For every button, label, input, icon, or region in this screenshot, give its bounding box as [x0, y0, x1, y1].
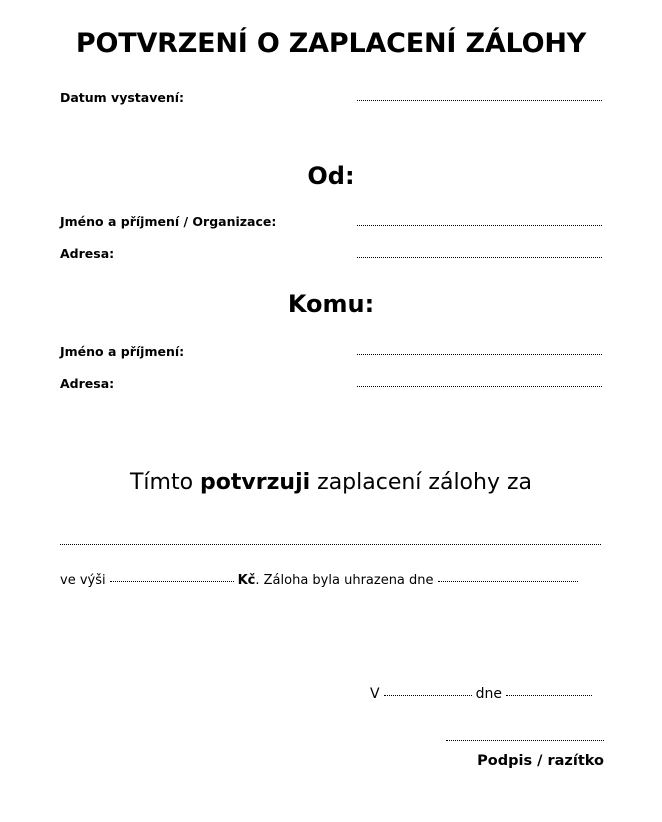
to-address-field[interactable] — [357, 386, 602, 387]
date-label: dne — [475, 686, 502, 702]
issue-date-field[interactable] — [357, 100, 602, 101]
from-address-label: Adresa: — [60, 246, 115, 261]
to-address-label: Adresa: — [60, 376, 115, 391]
currency-label: Kč — [237, 573, 256, 588]
signature-field[interactable] — [446, 740, 604, 741]
amount-prefix: ve výši — [60, 573, 106, 588]
place-date-row — [370, 686, 596, 702]
amount-field[interactable] — [110, 581, 234, 582]
from-name-field[interactable] — [357, 225, 602, 226]
place-label: V — [370, 686, 380, 702]
from-name-label: Jméno a příjmení / Organizace: — [60, 214, 277, 229]
confirmation-statement — [0, 470, 662, 495]
amount-row — [60, 573, 582, 588]
statement-suffix: zaplacení zálohy za — [310, 470, 533, 495]
issue-date-label: Datum vystavení: — [60, 90, 185, 105]
place-field[interactable] — [384, 695, 472, 696]
purpose-field[interactable] — [60, 544, 601, 545]
to-heading: Komu: — [287, 290, 375, 318]
statement-bold: potvrzuji — [200, 470, 311, 495]
from-address-field[interactable] — [357, 257, 602, 258]
amount-middle: . Záloha byla uhrazena dne — [255, 573, 434, 588]
to-name-label: Jméno a příjmení: — [60, 344, 185, 359]
from-heading: Od: — [307, 162, 355, 190]
document-title: POTVRZENÍ O ZAPLACENÍ ZÁLOHY — [75, 28, 587, 59]
date-field[interactable] — [506, 695, 592, 696]
signature-label: Podpis / razítko — [477, 753, 604, 769]
statement-prefix: Tímto — [129, 470, 201, 495]
to-name-field[interactable] — [357, 354, 602, 355]
payment-date-field[interactable] — [438, 581, 578, 582]
